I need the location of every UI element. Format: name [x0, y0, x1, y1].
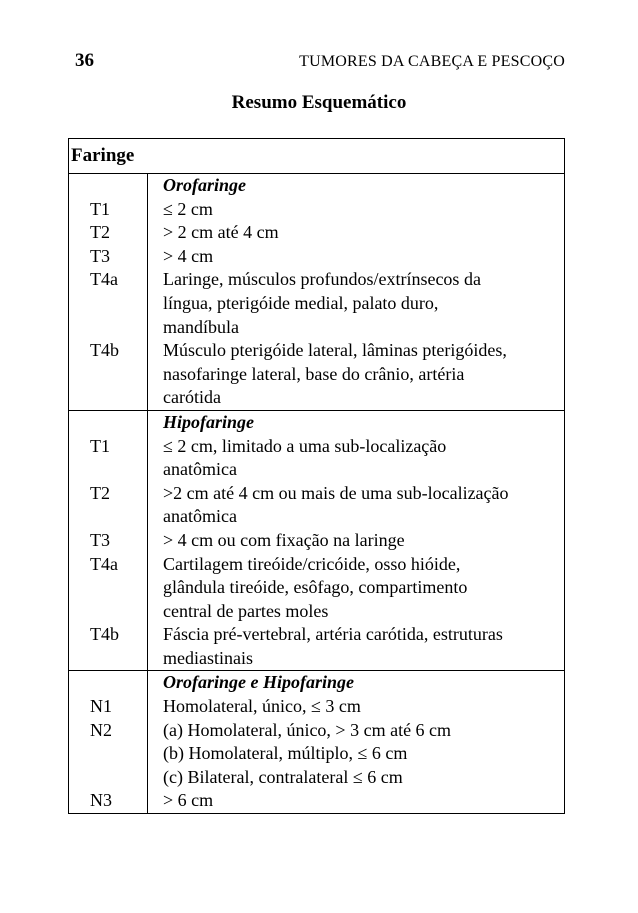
- description-column: [148, 174, 564, 410]
- stage-description: >2 cm até 4 cm ou mais de uma sub-localização: [163, 482, 509, 503]
- stage-code: T4b: [90, 340, 119, 361]
- stage-description: (c) Bilateral, contralateral ≤ 6 cm: [163, 766, 403, 787]
- stage-description: central de partes moles: [163, 600, 329, 621]
- stage-description: anatômica: [163, 459, 237, 480]
- page-title: Resumo Esquemático: [231, 92, 407, 113]
- code-cell: [69, 411, 147, 435]
- staging-table: [68, 138, 565, 814]
- table-heading: Faringe: [69, 139, 564, 174]
- stage-description: Fáscia pré-vertebral, artéria carótida, estruturas: [163, 624, 503, 645]
- stage-description: mediastinais: [163, 647, 253, 668]
- stage-code: T1: [90, 198, 110, 219]
- code-column: [69, 174, 148, 410]
- code-column: [69, 671, 148, 813]
- stage-description: > 4 cm: [163, 245, 214, 266]
- table-section: [69, 411, 564, 672]
- stage-code: T4b: [90, 624, 119, 645]
- stage-code: N1: [90, 696, 112, 717]
- stage-code: [69, 363, 147, 387]
- stage-description: língua, pterigóide medial, palato duro,: [163, 292, 439, 313]
- stage-code: T3: [90, 529, 110, 550]
- stage-description: glândula tireóide, esôfago, compartimento: [163, 577, 468, 598]
- stage-description: ≤ 2 cm: [163, 198, 213, 219]
- stage-code: T4a: [90, 553, 118, 574]
- stage-code: [69, 386, 147, 410]
- code-cell: [69, 671, 147, 695]
- stage-description: > 4 cm ou com fixação na laringe: [163, 529, 405, 550]
- table-section: [69, 671, 564, 813]
- stage-code: [69, 742, 147, 766]
- stage-description: Cartilagem tireóide/cricóide, osso hióide,: [163, 553, 461, 574]
- stage-code: [69, 458, 147, 482]
- stage-description: Homolateral, único, ≤ 3 cm: [163, 696, 361, 717]
- stage-code: T2: [90, 222, 110, 243]
- stage-code: [69, 505, 147, 529]
- stage-description: anatômica: [163, 506, 237, 527]
- section-title: Hipofaringe: [163, 411, 255, 432]
- stage-description: > 6 cm: [163, 790, 214, 811]
- description-column: [148, 411, 564, 671]
- stage-code: T2: [90, 482, 110, 503]
- stage-description: mandíbula: [163, 316, 239, 337]
- stage-description: (a) Homolateral, único, > 3 cm até 6 cm: [163, 719, 452, 740]
- page-number: 36: [75, 50, 94, 71]
- code-column: [69, 411, 148, 671]
- stage-description: Músculo pterigóide lateral, lâminas pterigóides,: [163, 340, 507, 361]
- stage-code: N2: [90, 719, 112, 740]
- stage-description: nasofaringe lateral, base do crânio, artéria: [163, 363, 465, 384]
- stage-description: > 2 cm até 4 cm: [163, 222, 279, 243]
- description-column: [148, 671, 564, 813]
- stage-code: [69, 576, 147, 600]
- stage-code: [69, 647, 147, 671]
- section-title: Orofaringe: [163, 175, 247, 195]
- stage-code: [69, 766, 147, 790]
- stage-code: T4a: [90, 269, 118, 290]
- stage-code: [69, 316, 147, 340]
- running-title: TUMORES DA CABEÇA E PESCOÇO: [299, 53, 565, 70]
- section-title: Orofaringe e Hipofaringe: [163, 672, 354, 693]
- table-section: [69, 174, 564, 411]
- stage-code: T1: [90, 435, 110, 456]
- stage-description: ≤ 2 cm, limitado a uma sub-localização: [163, 435, 447, 456]
- stage-description: (b) Homolateral, múltiplo, ≤ 6 cm: [163, 743, 408, 764]
- stage-description: Laringe, músculos profundos/extrínsecos da: [163, 269, 481, 290]
- stage-description: carótida: [163, 387, 221, 408]
- code-cell: [69, 174, 147, 198]
- stage-code: N3: [90, 790, 112, 811]
- stage-code: T3: [90, 245, 110, 266]
- stage-code: [69, 600, 147, 624]
- stage-code: [69, 292, 147, 316]
